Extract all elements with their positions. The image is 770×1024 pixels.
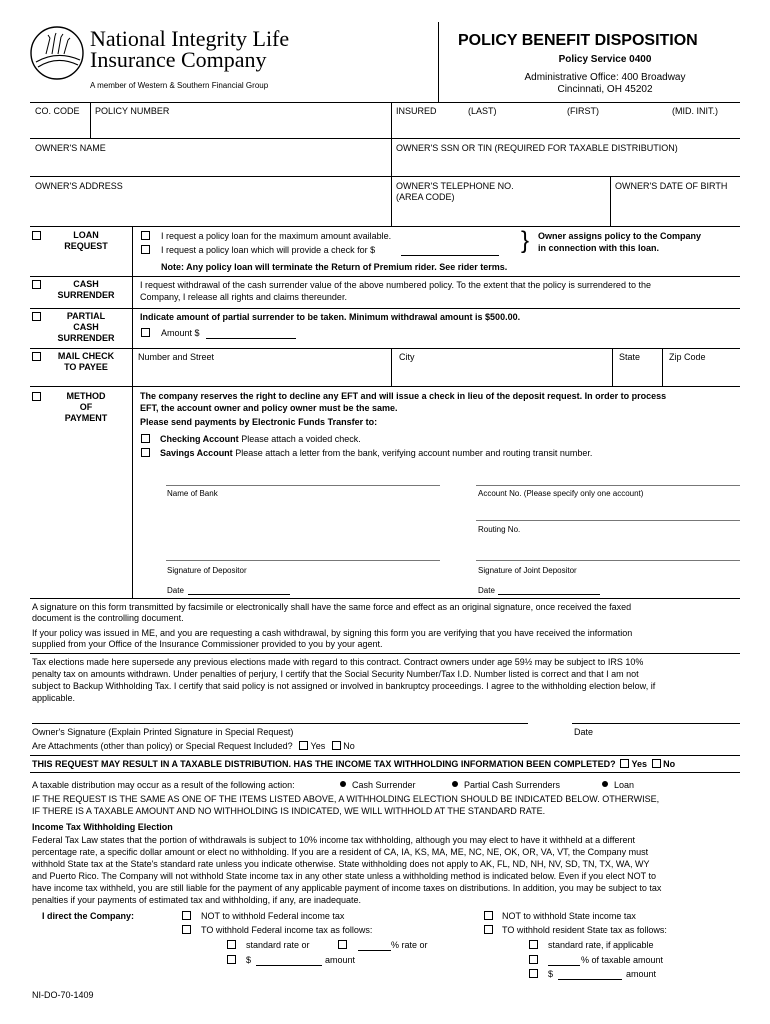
bullet-icon xyxy=(602,781,608,787)
brace-icon: } xyxy=(521,227,530,254)
form-title: POLICY BENEFIT DISPOSITION xyxy=(458,32,698,49)
loan-check-checkbox[interactable] xyxy=(141,245,150,254)
tax-notice-3: subject to Backup Withholding Tax. I certify that said policy is not assigned or involved in bankruptcy proceedings. I agree to the withholding election below, if xyxy=(32,681,656,691)
savings-account-checkbox[interactable] xyxy=(141,448,150,457)
fed-not-withhold-checkbox[interactable] xyxy=(182,911,191,920)
fed-dollar-sign: $ xyxy=(246,955,252,965)
loan-label-1: LOAN xyxy=(73,230,99,240)
company-name-line1: National Integrity Life xyxy=(90,26,290,51)
payment-label-1: METHOD xyxy=(66,391,106,401)
loan-request-checkbox[interactable] xyxy=(32,231,41,240)
insured-field[interactable]: INSURED xyxy=(396,106,437,116)
signature-joint-depositor-field[interactable]: Signature of Joint Depositor xyxy=(478,566,577,575)
payment-label-3: PAYMENT xyxy=(64,413,108,423)
state-percent-input[interactable] xyxy=(548,965,580,966)
state-withhold-label: TO withhold resident State tax as follows: xyxy=(502,925,667,935)
loan-check-text: I request a policy loan which will provide a check for $ xyxy=(161,245,376,255)
withholding-para-4: and Puerto Rico. The Company will not withhold State income tax in any other state unless a withholding method is indicated below. Even if you elect NOT to xyxy=(32,871,657,881)
co-code-field[interactable]: CO. CODE xyxy=(35,106,80,116)
partial-text: Indicate amount of partial surrender to be taken. Minimum withdrawal amount is $500.00. xyxy=(140,312,521,322)
payment-text-1: The company reserves the right to decline any EFT and will issue a check in lieu of the deposit request. In order to process xyxy=(140,391,667,401)
insured-first-label: (FIRST) xyxy=(567,106,599,116)
loan-assign-line2: in connection with this loan. xyxy=(538,243,659,253)
state-field[interactable]: State xyxy=(619,352,641,362)
mail-label-2: TO PAYEE xyxy=(64,362,108,372)
fed-percent-checkbox[interactable] xyxy=(338,940,347,949)
withholding-yes-label: Yes xyxy=(631,759,648,769)
partial-amount-label: Amount $ xyxy=(161,328,200,338)
insured-last-label: (LAST) xyxy=(468,106,497,116)
fed-withhold-label: TO withhold Federal income tax as follows: xyxy=(201,925,373,935)
savings-account-note: Please attach a letter from the bank, verifying account number and routing transit number. xyxy=(232,448,593,458)
fed-dollar-input[interactable] xyxy=(256,965,322,966)
account-number-field[interactable]: Account No. (Please specify only one account) xyxy=(478,489,644,498)
action-loan: Loan xyxy=(614,780,635,790)
name-of-bank-field[interactable]: Name of Bank xyxy=(167,489,218,498)
member-line: A member of Western & Southern Financial Group xyxy=(90,81,269,90)
partial-label-3: SURRENDER xyxy=(57,333,115,343)
insured-mid-init-label: (MID. INIT.) xyxy=(672,106,718,116)
state-percent-checkbox[interactable] xyxy=(529,955,538,964)
attachments-yes-label: Yes xyxy=(310,741,326,751)
company-name-line2: Insurance Company xyxy=(90,47,267,72)
fed-percent-input[interactable] xyxy=(358,950,391,951)
owner-ssn-field[interactable]: OWNER'S SSN OR TIN (REQUIRED FOR TAXABLE DISTRIBUTION) xyxy=(396,143,678,153)
withholding-yes-checkbox[interactable] xyxy=(620,759,629,768)
owner-dob-field[interactable]: OWNER'S DATE OF BIRTH xyxy=(615,181,728,191)
street-field[interactable]: Number and Street xyxy=(138,352,215,362)
owners-address-field[interactable]: OWNER'S ADDRESS xyxy=(35,181,123,191)
fed-amount-label: amount xyxy=(325,955,356,965)
form-number: NI-DO-70-1409 xyxy=(32,990,94,1000)
loan-label-2: REQUEST xyxy=(64,241,108,251)
tax-notice-1: Tax elections made here supersede any previous elections made with regard to this contract. Contract owners under age 59½ may be subject to IRS 10% xyxy=(32,657,644,667)
depositor-date-input[interactable] xyxy=(188,594,290,595)
cash-label-2: SURRENDER xyxy=(57,290,115,300)
state-dollar-input[interactable] xyxy=(558,979,622,980)
cash-text-1: I request withdrawal of the cash surrender value of the above numbered policy. To the extent that the policy is surrendered to the xyxy=(140,280,651,290)
attachments-no-label: No xyxy=(343,741,355,751)
policy-number-field[interactable]: POLICY NUMBER xyxy=(95,106,170,116)
partial-amount-input[interactable] xyxy=(206,338,296,339)
taxable-warning: THIS REQUEST MAY RESULT IN A TAXABLE DISTRIBUTION. HAS THE INCOME TAX WITHHOLDING INFORMATION BEEN COMPLETED? xyxy=(32,759,616,769)
cash-text-2: Company, I release all rights and claims thereunder. xyxy=(140,292,347,302)
withholding-para-2: percentage rate, a specific dollar amount or elect no withholding. If you are a resident of CA, IA, KS, MA, ME, NC, NE, OK, OR, VA, VT, the Company must xyxy=(32,847,649,857)
me-notice-2: supplied from your Office of the Insurance Commissioner provided to you by your agent. xyxy=(32,639,383,649)
mail-check-checkbox[interactable] xyxy=(32,352,41,361)
city-field[interactable]: City xyxy=(399,352,415,362)
fed-dollar-checkbox[interactable] xyxy=(227,955,236,964)
payment-label-2: OF xyxy=(79,402,93,412)
checking-account-note: Please attach a voided check. xyxy=(238,434,361,444)
direct-company-label: I direct the Company: xyxy=(42,911,135,921)
attachments-question: Are Attachments (other than policy) or Special Request Included? xyxy=(32,741,293,751)
owner-signature-input[interactable] xyxy=(32,723,528,724)
withholding-para-6: penalties if your payments of estimated tax and withholding, if any, are inadequate. xyxy=(32,895,362,905)
partial-amount-checkbox[interactable] xyxy=(141,328,150,337)
tax-notice-4: applicable. xyxy=(32,693,76,703)
joint-date-input[interactable] xyxy=(498,594,600,595)
payment-text-3: Please send payments by Electronic Funds Transfer to: xyxy=(140,417,378,427)
taxable-intro: A taxable distribution may occur as a result of the following action: xyxy=(32,780,295,790)
mail-label-1: MAIL CHECK xyxy=(57,351,115,361)
owners-name-field[interactable]: OWNER'S NAME xyxy=(35,143,106,153)
attachments-yes-checkbox[interactable] xyxy=(299,741,308,750)
fed-standard-rate-checkbox[interactable] xyxy=(227,940,236,949)
fax-notice-2: document is the controlling document. xyxy=(32,613,184,623)
state-amount-label: amount xyxy=(626,969,657,979)
department-line: Policy Service 0400 xyxy=(558,54,652,65)
checking-account-label: Checking Account xyxy=(160,434,239,444)
joint-date-label: Date xyxy=(478,586,495,595)
state-percent-label: % of taxable amount xyxy=(581,955,664,965)
me-notice-1: If your policy was issued in ME, and you are requesting a cash withdrawal, by signing this form you are verifying that you have received the information xyxy=(32,628,633,638)
fax-notice-1: A signature on this form transmitted by facsimile or electronically shall have the same force and effect as an original signature, once received the faxed xyxy=(32,602,632,612)
fed-standard-rate-label: standard rate or xyxy=(246,940,310,950)
signature-date-label: Date xyxy=(574,727,594,737)
company-logo xyxy=(28,24,86,82)
attachments-no-checkbox[interactable] xyxy=(332,741,341,750)
owner-phone-label[interactable]: OWNER'S TELEPHONE NO. xyxy=(396,181,514,191)
loan-note: Note: Any policy loan will terminate the Return of Premium rider. See rider terms. xyxy=(161,262,508,272)
cash-surrender-checkbox[interactable] xyxy=(32,280,41,289)
action-partial-surrenders: Partial Cash Surrenders xyxy=(464,780,561,790)
bullet-icon xyxy=(452,781,458,787)
state-standard-rate-checkbox[interactable] xyxy=(529,940,538,949)
loan-amount-input[interactable] xyxy=(401,255,499,256)
withholding-no-checkbox[interactable] xyxy=(652,759,661,768)
partial-label-1: PARTIAL xyxy=(66,311,106,321)
state-dollar-sign: $ xyxy=(548,969,554,979)
loan-max-text: I request a policy loan for the maximum amount available. xyxy=(161,231,392,241)
state-not-withhold-checkbox[interactable] xyxy=(484,911,493,920)
signature-date-input[interactable] xyxy=(572,723,740,724)
fed-withhold-checkbox[interactable] xyxy=(182,925,191,934)
bullet-icon xyxy=(340,781,346,787)
payment-text-2: EFT, the account owner and policy owner must be the same. xyxy=(140,403,398,413)
loan-assign-line1: Owner assigns policy to the Company xyxy=(538,231,702,241)
tax-notice-2: penalty tax on amounts withdrawn. Under penalties of perjury, I certify that the Social Security Number/Tax I.D. Number listed is correct and that I am not xyxy=(32,669,639,679)
depositor-date-label: Date xyxy=(167,586,184,595)
caps-notice-2: IF THERE IS A TAXABLE AMOUNT AND NO WITHHOLDING IS INDICATED, WE WILL WITHHOLD AT THE STANDARD RATE. xyxy=(32,806,546,816)
address-line1: Administrative Office: 400 Broadway xyxy=(524,72,686,83)
caps-notice-1: IF THE REQUEST IS THE SAME AS ONE OF THE ITEMS LISTED ABOVE, A WITHHOLDING ELECTION SHOULD BE INDICATED BELOW. OTHERWISE, xyxy=(32,794,660,804)
address-line2: Cincinnati, OH 45202 xyxy=(557,84,653,95)
cash-label-1: CASH xyxy=(73,279,99,289)
withholding-no-label: No xyxy=(663,759,676,769)
withholding-para-1: Federal Tax Law states that the portion of withdrawals is subject to 10% income tax withholding, although you may elect to have it withheld at a different xyxy=(32,835,636,845)
state-withhold-checkbox[interactable] xyxy=(484,925,493,934)
savings-account-label: Savings Account xyxy=(160,448,233,458)
signature-depositor-field[interactable]: Signature of Depositor xyxy=(167,566,247,575)
withholding-heading: Income Tax Withholding Election xyxy=(32,822,173,832)
partial-label-2: CASH xyxy=(73,322,99,332)
withholding-para-3: withhold State tax at the State's standard rate unless you indicate otherwise. State withholding does not apply to AK, FL, ND, NH, NV, SD, TN, TX, WA, WY xyxy=(32,859,650,869)
loan-max-checkbox[interactable] xyxy=(141,231,150,240)
zip-field[interactable]: Zip Code xyxy=(669,352,706,362)
owner-signature-label: Owner's Signature (Explain Printed Signature in Special Request) xyxy=(32,727,294,737)
fed-not-withhold-label: NOT to withhold Federal income tax xyxy=(201,911,345,921)
routing-number-field[interactable]: Routing No. xyxy=(478,525,521,534)
action-cash-surrender: Cash Surrender xyxy=(352,780,416,790)
owner-phone-area-label: (AREA CODE) xyxy=(396,192,455,202)
state-dollar-checkbox[interactable] xyxy=(529,969,538,978)
checking-account-checkbox[interactable] xyxy=(141,434,150,443)
partial-surrender-checkbox[interactable] xyxy=(32,312,41,321)
fed-percent-label: % rate or xyxy=(391,940,428,950)
payment-method-checkbox[interactable] xyxy=(32,392,41,401)
state-not-withhold-label: NOT to withhold State income tax xyxy=(502,911,636,921)
state-standard-rate-label: standard rate, if applicable xyxy=(548,940,654,950)
withholding-para-5: have income tax withheld, you are still liable for the payment of any applicable payment of income taxes on distributions. In addition, you may be subject to tax xyxy=(32,883,662,893)
